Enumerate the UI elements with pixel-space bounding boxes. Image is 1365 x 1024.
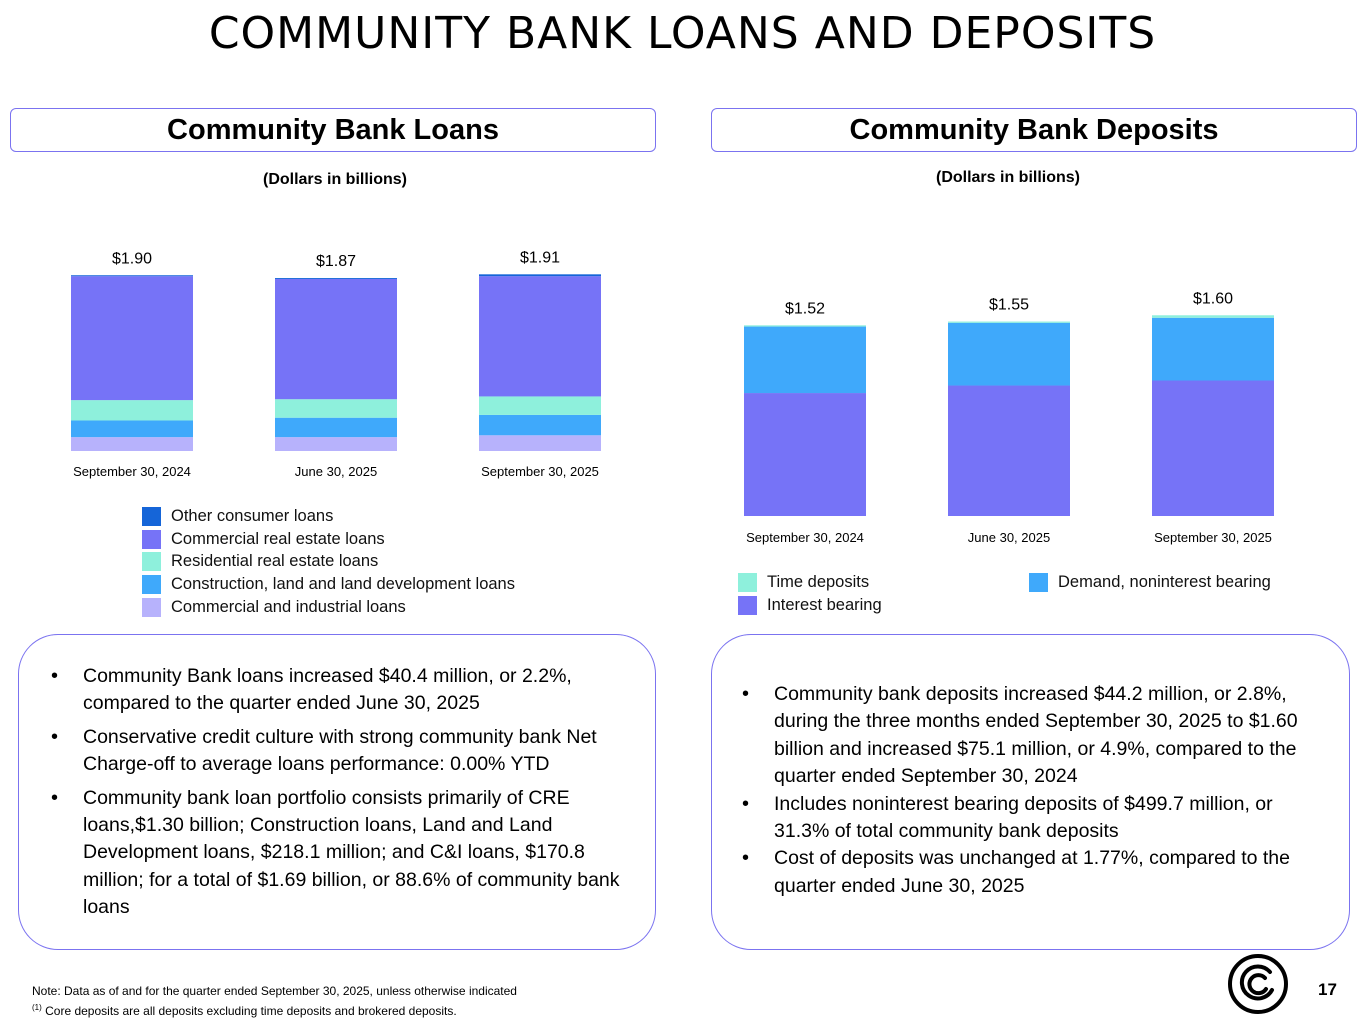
company-logo-icon	[1226, 952, 1290, 1016]
legend-label: Other consumer loans	[171, 506, 334, 525]
legend-item	[142, 551, 515, 574]
legend-label: Commercial and industrial loans	[171, 598, 406, 617]
bar-total-label: $1.87	[315, 253, 357, 271]
legend-label: Residential real estate loans	[171, 552, 379, 571]
loans-highlights-box	[18, 634, 656, 950]
footnote-text: Core deposits are all deposits excluding time deposits and brokered deposits.	[41, 1003, 457, 1018]
bar-segment	[275, 278, 397, 279]
legend-swatch	[142, 552, 161, 571]
bar-segment	[479, 435, 601, 451]
legend-item	[1029, 571, 1271, 594]
bar-segment	[71, 276, 193, 400]
bullet-item: • Community Bank loans increased $40.4 million, or 2.2%, compared to the quarter ended June 30, 2025	[39, 663, 625, 718]
deposits-panel-heading: Community Bank Deposits	[711, 108, 1357, 152]
x-tick-label: September 30, 2024	[73, 464, 191, 479]
bar-total-label: $1.91	[519, 249, 561, 267]
loans-legend	[142, 505, 515, 619]
deposits-legend-right	[1029, 571, 1271, 594]
legend-swatch	[1029, 573, 1048, 592]
footnote-line: Note: Data as of and for the quarter ended September 30, 2025, unless otherwise indicated	[32, 984, 517, 998]
legend-label: Demand, noninterest bearing	[1058, 572, 1271, 591]
deposits-chart-subtitle: (Dollars in billions)	[935, 169, 1080, 186]
legend-item	[142, 573, 515, 596]
legend-item	[142, 596, 515, 619]
legend-item	[738, 571, 882, 594]
footnote-line	[32, 1000, 517, 1020]
legend-swatch	[738, 596, 757, 615]
legend-item	[142, 505, 515, 528]
bar-segment	[275, 437, 397, 451]
legend-item	[142, 528, 515, 551]
x-tick-label: September 30, 2024	[746, 530, 864, 545]
deposits-chart	[700, 280, 1340, 555]
bar-segment	[948, 322, 1070, 323]
bar-segment	[948, 323, 1070, 386]
legend-label: Time deposits	[767, 572, 870, 591]
bullet-item: • Community bank loan portfolio consists primarily of CRE loans,$1.30 billion; Construction loans, Land and Land Development loans, $218.1 million; and C&I loans, $170.8 million; for a total of $1.69 billion, or 88.6% of community bank loans	[39, 785, 625, 922]
bar-total-label: $1.55	[988, 296, 1030, 314]
bar-total-label: $1.90	[111, 250, 153, 268]
bar-segment	[744, 393, 866, 516]
legend-label: Construction, land and land development loans	[171, 575, 515, 594]
bar-segment	[275, 418, 397, 437]
legend-label: Commercial real estate loans	[171, 529, 385, 548]
legend-swatch	[142, 598, 161, 617]
bar-segment	[275, 399, 397, 418]
legend-label: Interest bearing	[767, 595, 882, 614]
loans-bullets	[39, 663, 625, 922]
bar-total-label: $1.60	[1192, 290, 1234, 308]
bar-segment	[948, 386, 1070, 516]
loans-chart	[0, 200, 670, 490]
bar-segment	[1152, 381, 1274, 516]
bar-segment	[479, 415, 601, 435]
x-tick-label: September 30, 2025	[481, 464, 599, 479]
legend-swatch	[738, 573, 757, 592]
bar-segment	[1152, 315, 1274, 318]
bar-segment	[1152, 318, 1274, 381]
bar-segment	[744, 327, 866, 393]
legend-swatch	[142, 530, 161, 549]
page-title: COMMUNITY BANK LOANS AND DEPOSITS	[208, 8, 1157, 59]
legend-swatch	[142, 575, 161, 594]
bullet-item: • Cost of deposits was unchanged at 1.77%, compared to the quarter ended June 30, 2025	[730, 845, 1321, 900]
bullet-item: • Includes noninterest bearing deposits of $499.7 million, or 31.3% of total community bank deposits	[730, 791, 1321, 846]
bar-segment	[71, 437, 193, 451]
footnote	[32, 984, 517, 1019]
bar-segment	[71, 400, 193, 420]
bar-segment	[479, 396, 601, 415]
x-tick-label: September 30, 2025	[1154, 530, 1272, 545]
x-tick-label: June 30, 2025	[294, 464, 378, 479]
x-tick-label: June 30, 2025	[967, 530, 1051, 545]
page-number: 17	[1318, 980, 1337, 999]
bar-segment	[275, 279, 397, 399]
deposits-highlights-box	[711, 634, 1350, 950]
bar-segment	[71, 275, 193, 276]
legend-item	[738, 594, 882, 617]
bar-total-label: $1.52	[784, 300, 826, 318]
legend-swatch	[142, 507, 161, 526]
loans-panel-heading: Community Bank Loans	[10, 108, 656, 152]
bar-segment	[479, 274, 601, 276]
bullet-item: • Conservative credit culture with strong community bank Net Charge-off to average loans performance: 0.00% YTD	[39, 724, 625, 779]
deposits-bullets	[730, 681, 1321, 900]
bullet-item: • Community bank deposits increased $44.2 million, or 2.8%, during the three months ended September 30, 2025 to $1.60 billion and increased $75.1 million, or 4.9%, compared to the quarter ended September 30, 2024	[730, 681, 1321, 791]
loans-chart-subtitle: (Dollars in billions)	[262, 171, 407, 188]
bar-segment	[744, 325, 866, 326]
footnote-marker: (1)	[32, 1002, 42, 1012]
bar-segment	[479, 276, 601, 396]
deposits-legend-left	[738, 571, 882, 617]
bar-segment	[71, 420, 193, 437]
